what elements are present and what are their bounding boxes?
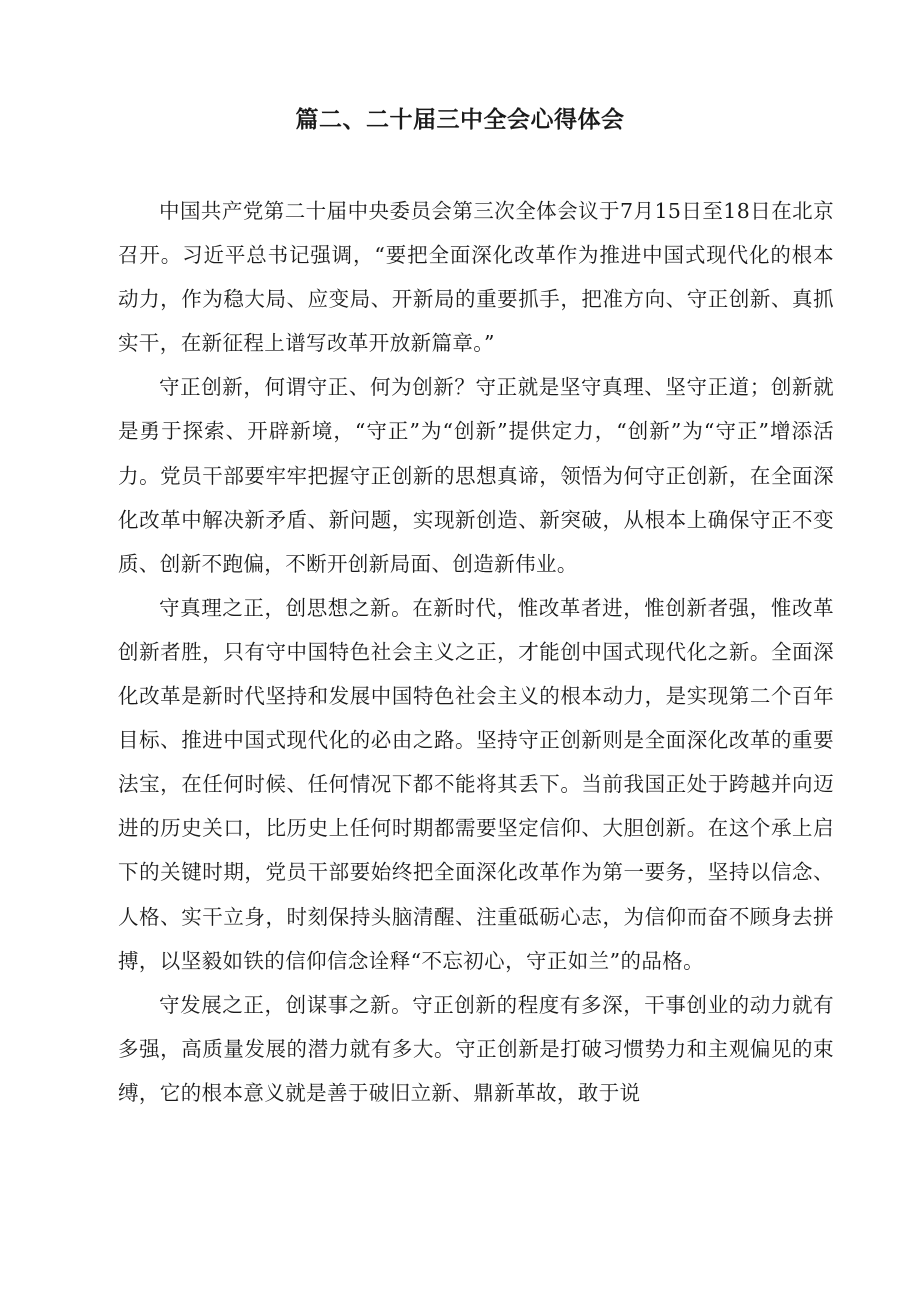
paragraph-1: 中国共产党第二十届中央委员会第三次全体会议于7月15日至18日在北京召开。习近平总书记强调，“要把全面深化改革作为推进中国式现代化的根本动力，作为稳大局、应变局、开新局的重要抓手，把准方向、守正创新、真抓实干，在新征程上谱写改革开放新篇章。” [118,199,834,356]
document-title: 篇二、二十届三中全会心得体会 [295,107,625,133]
paragraph-2: 守正创新，何谓守正、何为创新？守正就是坚守真理、坚守正道；创新就是勇于探索、开辟新境，“守正”为“创新”提供定力，“创新”为“守正”增添活力。党员干部要牢牢把握守正创新的思想真谛，领悟为何守正创新，在全面深化改革中解决新矛盾、新问题，实现新创造、新突破，从根本上确保守正不变质、创新不跑偏，不断开创新局面、创造新伟业。 [118,375,834,576]
paragraph-3: 守真理之正，创思想之新。在新时代，惟改革者进，惟创新者强，惟改革创新者胜，只有守中国特色社会主义之正，才能创中国式现代化之新。全面深化改革是新时代坚持和发展中国特色社会主义的根本动力，是实现第二个百年目标、推进中国式现代化的必由之路。坚持守正创新则是全面深化改革的重要法宝，在任何时候、任何情况下都不能将其丢下。当前我国正处于跨越并向迈进的历史关口，比历史上任何时期都需要坚定信仰、大胆创新。在这个承上启下的关键时期，党员干部要始终把全面深化改革作为第一要务，坚持以信念、人格、实干立身，时刻保持头脑清醒、注重砥砺心志，为信仰而奋不顾身去拼搏，以坚毅如铁的信仰信念诠释“不忘初心，守正如兰”的品格。 [118,595,834,973]
document-body [118,189,834,1115]
paragraph-4: 守发展之正，创谋事之新。守正创新的程度有多深，干事创业的动力就有多强，高质量发展的潜力就有多大。守正创新是打破习惯势力和主观偏见的束缚，它的根本意义就是善于破旧立新、鼎新革故，敢于说 [118,992,834,1105]
